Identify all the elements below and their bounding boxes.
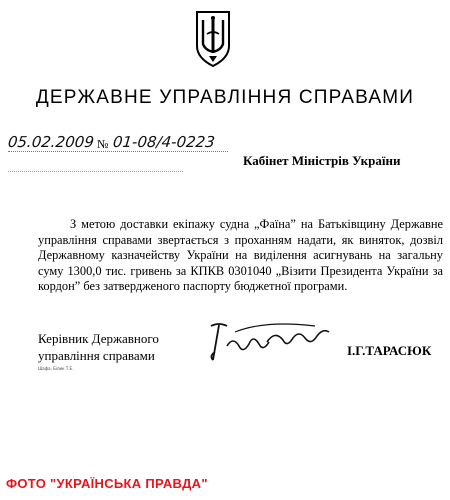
handwritten-signature: [205, 316, 335, 366]
addressee: Кабінет Міністрів України: [243, 153, 401, 168]
executor-note: Шафа, Білик Т.Е.: [38, 366, 74, 371]
registration-underline: [8, 151, 228, 152]
registration-date: 05.02.2009: [7, 133, 95, 151]
signer-title-line1: Керівник Державного: [38, 331, 159, 346]
registration-number-sign: №: [97, 137, 109, 151]
reference-underline: [8, 171, 183, 172]
organization-title: ДЕРЖАВНЕ УПРАВЛІННЯ СПРАВАМИ: [35, 87, 415, 108]
signer-name: І.Г.ТАРАСЮК: [347, 343, 432, 358]
letter-body: [38, 217, 443, 295]
registration-number: 01-08/4-0223: [112, 133, 216, 151]
letter-body-text: З метою доставки екіпажу судна „Фаїна” на Батьківщину Державне управління справами звертається з проханням надати, як виняток, дозвіл Державному казначейству України на виділення асигнувань на загальну суму 1300,0 тис. гривень за КПКВ 0301040 „Візити Президента України за кордон” без затвердженого паспорту бюджетної програми.: [38, 217, 443, 293]
signer-title: [38, 330, 159, 364]
signer-title-line2: управління справами: [38, 348, 155, 363]
photo-credit: ФОТО "УКРАЇНСЬКА ПРАВДА": [6, 476, 208, 491]
trident-icon: [193, 8, 233, 70]
